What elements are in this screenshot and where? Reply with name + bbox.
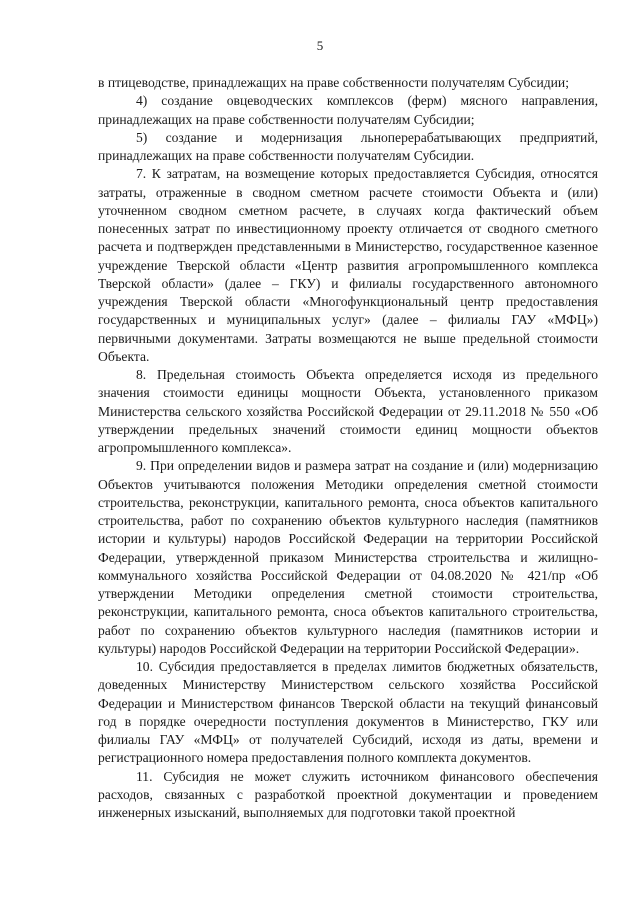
page-number: 5: [316, 38, 324, 53]
paragraph-clause-11: 11. Субсидия не может служить источником финансового обеспечения расходов, связанных с разработкой проектной документации и проведением инженерных изысканий, выполняемых для подготовки такой проектной: [98, 768, 598, 820]
document-body: [98, 74, 598, 822]
paragraph-clause-9: 9. При определении видов и размера затрат на создание и (или) модернизацию Объектов учитываются положения Методики определения сметной стоимости строительства, реконструкции, капитального ремонта, сноса объектов капитального строительства, работ по сохранению объектов культурного наследия (памятников истории и культуры) народов Российской Федерации на территории Российской Федерации, утвержденной приказом Министерства строительства и жилищно-коммунального хозяйства Российской Федерации от 04.08.2020 № 421/пр «Об утверждении Методики определения сметной стоимости строительства, реконструкции, капитального ремонта, сноса объектов капитального строительства, работ по сохранению объектов культурного наследия (памятников истории и культуры) народов Российской Федерации на территории Российской Федерации».: [98, 458, 598, 656]
paragraph-clause-7: 7. К затратам, на возмещение которых предоставляется Субсидия, относятся затраты, отраженные в сводном сметном расчете стоимости Объекта и (или) уточненном сводном сметном расчете, в случаях когда фактический объем понесенных затрат по инвестиционному проекту отличается от сводного сметного расчета и подтвержден представленными в Министерство, государственное казенное учреждение Тверской области «Центр развития агропромышленного комплекса Тверской области» (далее – ГКУ) и филиалы государственного автономного учреждения Тверской области «Многофункциональный центр предоставления государственных и муниципальных услуг» (далее – филиалы ГАУ «МФЦ») первичными документами. Затраты возмещаются не выше предельной стоимости Объекта.: [98, 166, 598, 364]
paragraph-clause-10: 10. Субсидия предоставляется в пределах лимитов бюджетных обязательств, доведенных Министерству Министерством сельского хозяйства Российской Федерации и Министерством финансов Тверской области на текущий финансовый год в порядке очередности поступления документов в Министерство, ГКУ или филиалы ГАУ «МФЦ» от получателей Субсидий, исходя из даты, времени и регистрационного номера предоставления полного комплекта документов.: [98, 659, 598, 766]
paragraph-item-4: 4) создание овцеводческих комплексов (ферм) мясного направления, принадлежащих на праве собственности получателям Субсидии;: [98, 93, 598, 127]
paragraph-clause-8: 8. Предельная стоимость Объекта определяется исходя из предельного значения стоимости единицы мощности Объекта, установленного приказом Министерства сельского хозяйства Российской Федерации от 29.11.2018 № 550 «Об утверждении предельных значений стоимости единиц мощности объектов агропромышленного комплекса».: [98, 367, 598, 455]
paragraph-continuation: в птицеводстве, принадлежащих на праве собственности получателям Субсидии;: [98, 75, 569, 90]
paragraph-item-5: 5) создание и модернизация льноперерабатывающих предприятий, принадлежащих на праве собственности получателям Субсидии.: [98, 129, 598, 163]
